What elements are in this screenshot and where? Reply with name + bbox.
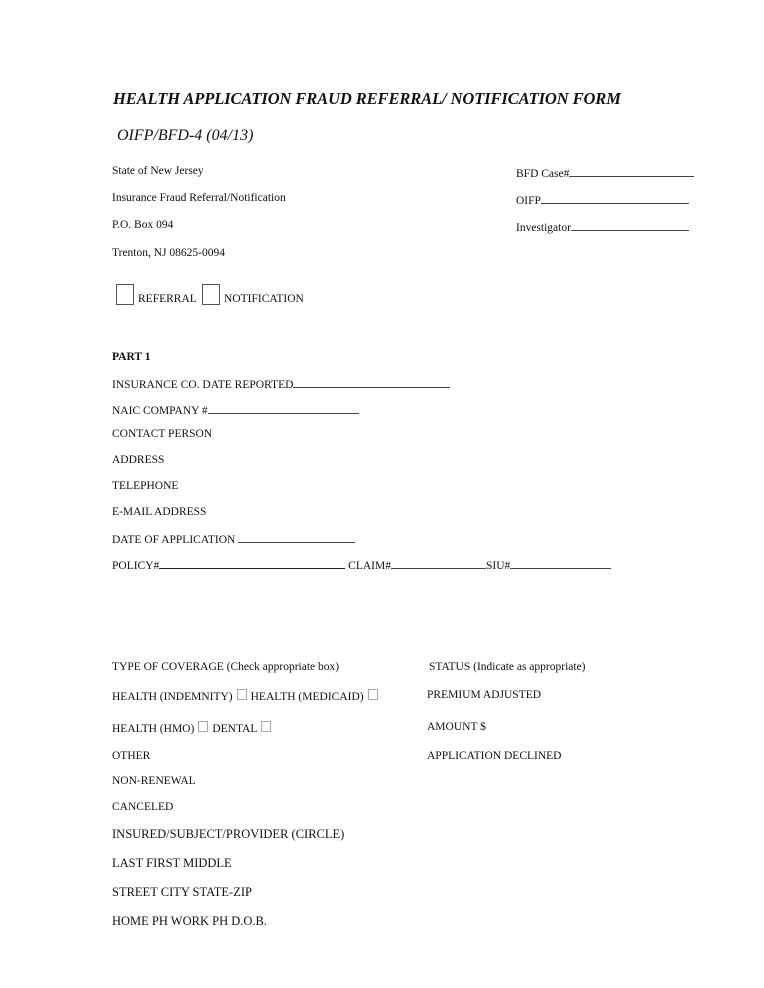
- referral-label: REFERRAL: [138, 293, 197, 305]
- siu-input-line[interactable]: [510, 557, 611, 569]
- insurance-co-date-field: [112, 376, 450, 391]
- subject-name-label: LAST FIRST MIDDLE: [112, 856, 232, 870]
- health-medicaid-label: HEALTH (MEDICAID): [250, 691, 364, 703]
- health-medicaid-checkbox[interactable]: [368, 689, 378, 700]
- bfd-case-field: [516, 165, 694, 180]
- bfd-case-label: BFD Case#: [516, 168, 570, 180]
- notification-label: NOTIFICATION: [224, 293, 304, 305]
- address-label: ADDRESS: [112, 454, 165, 466]
- subject-circle-label: INSURED/SUBJECT/PROVIDER (CIRCLE): [112, 827, 345, 841]
- investigator-label: Investigator: [516, 222, 571, 234]
- investigator-input-line[interactable]: [571, 219, 689, 231]
- investigator-field: [516, 219, 689, 234]
- dental-label: DENTAL: [212, 723, 258, 735]
- form-title: HEALTH APPLICATION FRAUD REFERRAL/ NOTIFICATION FORM: [113, 89, 621, 108]
- premium-adjusted-label: PREMIUM ADJUSTED: [427, 689, 542, 701]
- date-of-application-field: [112, 531, 355, 546]
- notification-checkbox[interactable]: [202, 284, 220, 305]
- part1-heading: PART 1: [112, 351, 151, 363]
- health-indemnity-label: HEALTH (INDEMNITY): [112, 691, 233, 703]
- application-declined-label: APPLICATION DECLINED: [427, 750, 562, 762]
- address-line-4: Trenton, NJ 08625-0094: [112, 247, 225, 259]
- referral-option[interactable]: [116, 284, 197, 305]
- dental-checkbox[interactable]: [261, 721, 271, 732]
- form-number: OIFP/BFD-4 (04/13): [117, 127, 254, 144]
- referral-checkbox[interactable]: [116, 284, 134, 305]
- siu-label: SIU#: [485, 560, 511, 572]
- subject-phone-label: HOME PH WORK PH D.O.B.: [112, 914, 267, 928]
- naic-label: NAIC COMPANY #: [112, 405, 208, 417]
- policy-claim-siu-row: [112, 557, 611, 572]
- claim-input-line[interactable]: [391, 557, 486, 569]
- notification-option[interactable]: [202, 284, 304, 305]
- status-heading: STATUS (Indicate as appropriate): [429, 661, 586, 673]
- bfd-case-input-line[interactable]: [569, 165, 694, 177]
- canceled-label: CANCELED: [112, 801, 174, 813]
- oifp-label: OIFP: [516, 195, 541, 207]
- claim-label: CLAIM#: [348, 560, 391, 572]
- date-of-application-label: DATE OF APPLICATION: [112, 534, 236, 546]
- insurance-co-date-input-line[interactable]: [293, 376, 450, 388]
- naic-input-line[interactable]: [208, 402, 359, 414]
- non-renewal-label: NON-RENEWAL: [112, 775, 196, 787]
- contact-person-label: CONTACT PERSON: [112, 428, 213, 440]
- naic-field: [112, 402, 359, 417]
- address-line-3: P.O. Box 094: [112, 219, 174, 231]
- other-label: OTHER: [112, 750, 151, 762]
- coverage-row-1: [112, 689, 382, 703]
- address-line-1: State of New Jersey: [112, 165, 204, 177]
- health-hmo-checkbox[interactable]: [198, 721, 208, 732]
- email-label: E-MAIL ADDRESS: [112, 506, 207, 518]
- policy-label: POLICY#: [112, 560, 160, 572]
- coverage-heading: TYPE OF COVERAGE (Check appropriate box): [112, 661, 340, 673]
- date-of-application-input-line[interactable]: [238, 531, 355, 543]
- health-indemnity-checkbox[interactable]: [237, 689, 247, 700]
- amount-label: AMOUNT $: [427, 721, 486, 733]
- address-line-2: Insurance Fraud Referral/Notification: [112, 192, 286, 204]
- subject-address-label: STREET CITY STATE-ZIP: [112, 885, 252, 899]
- policy-input-line[interactable]: [159, 557, 345, 569]
- oifp-input-line[interactable]: [541, 192, 689, 204]
- telephone-label: TELEPHONE: [112, 480, 179, 492]
- oifp-field: [516, 192, 689, 207]
- insurance-co-date-label: INSURANCE CO. DATE REPORTED: [112, 379, 294, 391]
- coverage-row-2: [112, 721, 275, 735]
- health-hmo-label: HEALTH (HMO): [112, 723, 195, 735]
